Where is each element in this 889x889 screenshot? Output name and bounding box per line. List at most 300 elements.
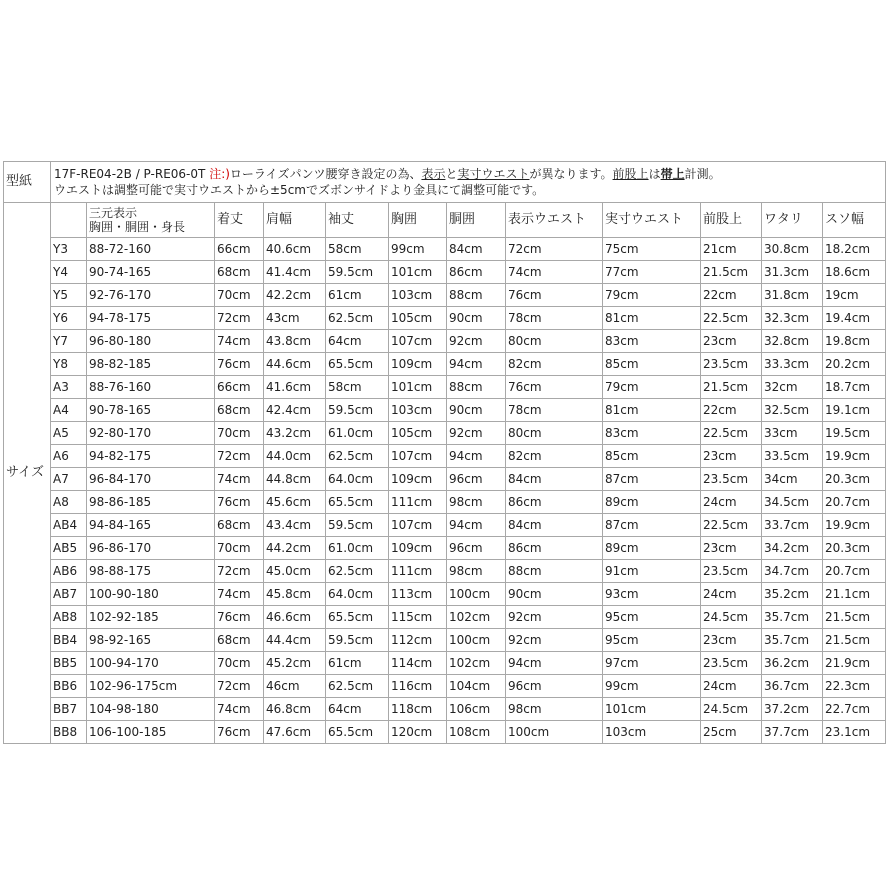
table-cell: 85cm	[603, 445, 701, 468]
table-cell: 74cm	[215, 330, 264, 353]
table-cell: 65.5cm	[326, 606, 389, 629]
table-cell: 58cm	[326, 238, 389, 261]
table-cell: 70cm	[215, 284, 264, 307]
table-cell: 102-96-175cm	[87, 675, 215, 698]
table-cell: 81cm	[603, 307, 701, 330]
table-row	[4, 284, 886, 307]
table-cell: 19cm	[823, 284, 886, 307]
table-cell: 31.3cm	[762, 261, 823, 284]
table-cell: 33cm	[762, 422, 823, 445]
table-cell: 35.7cm	[762, 606, 823, 629]
table-cell: 91cm	[603, 560, 701, 583]
header-blank	[51, 203, 87, 238]
header-cell: ワタリ	[762, 203, 823, 238]
table-cell: 70cm	[215, 537, 264, 560]
table-cell: 74cm	[215, 698, 264, 721]
table-row	[4, 514, 886, 537]
size-code: A8	[51, 491, 87, 514]
size-code: Y3	[51, 238, 87, 261]
table-cell: 90-74-165	[87, 261, 215, 284]
table-cell: 120cm	[389, 721, 447, 744]
table-row	[4, 491, 886, 514]
table-cell: 21.5cm	[823, 606, 886, 629]
size-code: Y7	[51, 330, 87, 353]
size-code: Y5	[51, 284, 87, 307]
table-cell: 84cm	[506, 468, 603, 491]
table-cell: 32.8cm	[762, 330, 823, 353]
table-cell: 92cm	[447, 330, 506, 353]
table-cell: 59.5cm	[326, 261, 389, 284]
table-cell: 92-76-170	[87, 284, 215, 307]
table-cell: 34.5cm	[762, 491, 823, 514]
table-cell: 92cm	[506, 629, 603, 652]
size-code: AB5	[51, 537, 87, 560]
table-cell: 68cm	[215, 629, 264, 652]
pattern-note: 17F-RE04-2B / P-RE06-0T 注:)ローライズパンツ腰穿き設定の為、表示と実寸ウエストが異なります。前股上は帯上計測。 ウエストは調整可能で実寸ウエストから±5cmでズボンサイドより金具にて調整可能です。	[51, 162, 886, 203]
size-code: BB6	[51, 675, 87, 698]
table-cell: 45.2cm	[264, 652, 326, 675]
table-cell: 90cm	[506, 583, 603, 606]
header-sanmen: 三元表示 胸囲・胴囲・身長	[87, 203, 215, 238]
table-cell: 80cm	[506, 422, 603, 445]
table-cell: 90cm	[447, 307, 506, 330]
table-cell: 95cm	[603, 629, 701, 652]
table-cell: 32.5cm	[762, 399, 823, 422]
table-cell: 74cm	[506, 261, 603, 284]
table-cell: 43cm	[264, 307, 326, 330]
table-cell: 109cm	[389, 468, 447, 491]
table-cell: 87cm	[603, 514, 701, 537]
table-cell: 37.7cm	[762, 721, 823, 744]
table-cell: 83cm	[603, 422, 701, 445]
table-cell: 97cm	[603, 652, 701, 675]
table-cell: 104cm	[447, 675, 506, 698]
table-cell: 62.5cm	[326, 560, 389, 583]
table-cell: 23.1cm	[823, 721, 886, 744]
table-cell: 94cm	[506, 652, 603, 675]
table-cell: 32cm	[762, 376, 823, 399]
table-cell: 61.0cm	[326, 537, 389, 560]
table-cell: 64cm	[326, 330, 389, 353]
table-cell: 107cm	[389, 514, 447, 537]
table-cell: 20.7cm	[823, 560, 886, 583]
table-cell: 114cm	[389, 652, 447, 675]
table-cell: 86cm	[506, 537, 603, 560]
table-cell: 64.0cm	[326, 468, 389, 491]
table-cell: 20.3cm	[823, 537, 886, 560]
table-cell: 23.5cm	[701, 468, 762, 491]
table-cell: 22cm	[701, 284, 762, 307]
table-cell: 66cm	[215, 238, 264, 261]
table-cell: 115cm	[389, 606, 447, 629]
header-cell: 表示ウエスト	[506, 203, 603, 238]
table-cell: 66cm	[215, 376, 264, 399]
size-code: A4	[51, 399, 87, 422]
table-cell: 99cm	[389, 238, 447, 261]
table-cell: 101cm	[389, 261, 447, 284]
table-cell: 59.5cm	[326, 514, 389, 537]
table-cell: 95cm	[603, 606, 701, 629]
table-cell: 62.5cm	[326, 445, 389, 468]
size-code: A7	[51, 468, 87, 491]
size-code: BB5	[51, 652, 87, 675]
table-cell: 70cm	[215, 652, 264, 675]
table-cell: 23cm	[701, 537, 762, 560]
size-code: AB7	[51, 583, 87, 606]
table-cell: 88cm	[447, 376, 506, 399]
table-cell: 96-80-180	[87, 330, 215, 353]
table-cell: 46cm	[264, 675, 326, 698]
table-cell: 84cm	[447, 238, 506, 261]
table-cell: 100-94-170	[87, 652, 215, 675]
table-cell: 22.3cm	[823, 675, 886, 698]
table-cell: 43.2cm	[264, 422, 326, 445]
table-cell: 90cm	[447, 399, 506, 422]
table-cell: 33.7cm	[762, 514, 823, 537]
table-cell: 23.5cm	[701, 560, 762, 583]
table-cell: 44.6cm	[264, 353, 326, 376]
table-cell: 76cm	[215, 353, 264, 376]
table-cell: 24cm	[701, 675, 762, 698]
table-row	[4, 238, 886, 261]
table-row	[4, 330, 886, 353]
table-cell: 44.2cm	[264, 537, 326, 560]
table-cell: 61cm	[326, 284, 389, 307]
table-cell: 35.7cm	[762, 629, 823, 652]
table-cell: 76cm	[506, 376, 603, 399]
table-cell: 107cm	[389, 445, 447, 468]
size-code: A3	[51, 376, 87, 399]
table-cell: 101cm	[603, 698, 701, 721]
table-cell: 102-92-185	[87, 606, 215, 629]
table-cell: 36.7cm	[762, 675, 823, 698]
table-cell: 31.8cm	[762, 284, 823, 307]
table-cell: 78cm	[506, 307, 603, 330]
table-cell: 19.1cm	[823, 399, 886, 422]
table-cell: 92cm	[447, 422, 506, 445]
table-cell: 106cm	[447, 698, 506, 721]
table-cell: 46.6cm	[264, 606, 326, 629]
table-cell: 22.5cm	[701, 514, 762, 537]
size-code: AB4	[51, 514, 87, 537]
table-row	[4, 399, 886, 422]
table-cell: 94cm	[447, 445, 506, 468]
table-cell: 21.1cm	[823, 583, 886, 606]
table-cell: 32.3cm	[762, 307, 823, 330]
table-row	[4, 560, 886, 583]
table-cell: 23.5cm	[701, 353, 762, 376]
size-code: Y4	[51, 261, 87, 284]
size-code: A6	[51, 445, 87, 468]
table-cell: 21.5cm	[823, 629, 886, 652]
table-cell: 23cm	[701, 445, 762, 468]
table-cell: 78cm	[506, 399, 603, 422]
table-cell: 92-80-170	[87, 422, 215, 445]
table-cell: 21.5cm	[701, 261, 762, 284]
table-cell: 82cm	[506, 445, 603, 468]
table-cell: 33.5cm	[762, 445, 823, 468]
table-cell: 22.5cm	[701, 422, 762, 445]
header-cell: 肩幅	[264, 203, 326, 238]
table-cell: 18.7cm	[823, 376, 886, 399]
table-cell: 99cm	[603, 675, 701, 698]
table-cell: 101cm	[389, 376, 447, 399]
table-cell: 44.0cm	[264, 445, 326, 468]
table-cell: 76cm	[215, 491, 264, 514]
table-cell: 62.5cm	[326, 307, 389, 330]
model-code: 17F-RE04-2B / P-RE06-0T	[54, 167, 206, 181]
size-code: BB4	[51, 629, 87, 652]
header-cell: スソ幅	[823, 203, 886, 238]
table-cell: 87cm	[603, 468, 701, 491]
table-cell: 82cm	[506, 353, 603, 376]
size-code: BB7	[51, 698, 87, 721]
table-cell: 72cm	[215, 560, 264, 583]
table-cell: 98cm	[447, 491, 506, 514]
header-cell: 袖丈	[326, 203, 389, 238]
table-cell: 65.5cm	[326, 491, 389, 514]
table-cell: 36.2cm	[762, 652, 823, 675]
table-cell: 100cm	[447, 629, 506, 652]
table-cell: 41.6cm	[264, 376, 326, 399]
table-cell: 103cm	[603, 721, 701, 744]
table-cell: 25cm	[701, 721, 762, 744]
table-cell: 79cm	[603, 284, 701, 307]
header-cell: 胴囲	[447, 203, 506, 238]
table-cell: 79cm	[603, 376, 701, 399]
table-cell: 40.6cm	[264, 238, 326, 261]
table-cell: 108cm	[447, 721, 506, 744]
table-row	[4, 422, 886, 445]
table-cell: 64.0cm	[326, 583, 389, 606]
table-cell: 100cm	[447, 583, 506, 606]
table-cell: 72cm	[215, 307, 264, 330]
size-code: BB8	[51, 721, 87, 744]
table-cell: 94-82-175	[87, 445, 215, 468]
table-cell: 21.5cm	[701, 376, 762, 399]
table-row	[4, 537, 886, 560]
table-row	[4, 353, 886, 376]
table-cell: 94-78-175	[87, 307, 215, 330]
header-cell: 実寸ウエスト	[603, 203, 701, 238]
table-cell: 89cm	[603, 537, 701, 560]
table-cell: 94-84-165	[87, 514, 215, 537]
table-row	[4, 698, 886, 721]
table-row	[4, 652, 886, 675]
table-cell: 76cm	[506, 284, 603, 307]
header-cell: 着丈	[215, 203, 264, 238]
table-cell: 116cm	[389, 675, 447, 698]
table-cell: 37.2cm	[762, 698, 823, 721]
table-cell: 106-100-185	[87, 721, 215, 744]
table-cell: 76cm	[215, 721, 264, 744]
table-cell: 98-86-185	[87, 491, 215, 514]
table-cell: 68cm	[215, 514, 264, 537]
size-chart	[3, 161, 885, 744]
table-cell: 44.8cm	[264, 468, 326, 491]
table-cell: 96-84-170	[87, 468, 215, 491]
table-cell: 19.9cm	[823, 514, 886, 537]
table-cell: 92cm	[506, 606, 603, 629]
table-cell: 103cm	[389, 284, 447, 307]
table-row	[4, 261, 886, 284]
table-row	[4, 606, 886, 629]
table-row	[4, 583, 886, 606]
table-cell: 107cm	[389, 330, 447, 353]
table-cell: 72cm	[506, 238, 603, 261]
table-cell: 81cm	[603, 399, 701, 422]
size-label: サイズ	[4, 203, 51, 744]
table-cell: 61cm	[326, 652, 389, 675]
table-cell: 98-88-175	[87, 560, 215, 583]
table-cell: 86cm	[506, 491, 603, 514]
table-cell: 96cm	[447, 468, 506, 491]
table-cell: 102cm	[447, 606, 506, 629]
table-cell: 65.5cm	[326, 721, 389, 744]
table-cell: 93cm	[603, 583, 701, 606]
table-cell: 109cm	[389, 537, 447, 560]
pattern-label: 型紙	[4, 162, 51, 203]
table-cell: 96-86-170	[87, 537, 215, 560]
table-cell: 96cm	[447, 537, 506, 560]
table-cell: 22cm	[701, 399, 762, 422]
table-cell: 21cm	[701, 238, 762, 261]
table-cell: 109cm	[389, 353, 447, 376]
table-cell: 20.2cm	[823, 353, 886, 376]
table-cell: 45.8cm	[264, 583, 326, 606]
table-cell: 98cm	[447, 560, 506, 583]
table-row	[4, 468, 886, 491]
table-cell: 34cm	[762, 468, 823, 491]
table-cell: 80cm	[506, 330, 603, 353]
table-cell: 35.2cm	[762, 583, 823, 606]
table-cell: 18.2cm	[823, 238, 886, 261]
table-cell: 20.7cm	[823, 491, 886, 514]
table-row	[4, 629, 886, 652]
table-cell: 84cm	[506, 514, 603, 537]
table-cell: 103cm	[389, 399, 447, 422]
table-cell: 76cm	[215, 606, 264, 629]
table-cell: 22.7cm	[823, 698, 886, 721]
table-cell: 72cm	[215, 675, 264, 698]
table-cell: 62.5cm	[326, 675, 389, 698]
table-cell: 18.6cm	[823, 261, 886, 284]
table-cell: 46.8cm	[264, 698, 326, 721]
table-cell: 44.4cm	[264, 629, 326, 652]
table-cell: 88-72-160	[87, 238, 215, 261]
table-cell: 111cm	[389, 491, 447, 514]
header-cell: 前股上	[701, 203, 762, 238]
table-row	[4, 307, 886, 330]
table-cell: 19.8cm	[823, 330, 886, 353]
table-cell: 77cm	[603, 261, 701, 284]
table-cell: 100cm	[506, 721, 603, 744]
table-cell: 90-78-165	[87, 399, 215, 422]
table-cell: 43.4cm	[264, 514, 326, 537]
table-cell: 58cm	[326, 376, 389, 399]
size-code: AB8	[51, 606, 87, 629]
table-cell: 102cm	[447, 652, 506, 675]
size-code: Y6	[51, 307, 87, 330]
table-row	[4, 721, 886, 744]
table-cell: 34.7cm	[762, 560, 823, 583]
table-cell: 118cm	[389, 698, 447, 721]
table-cell: 113cm	[389, 583, 447, 606]
table-cell: 88cm	[506, 560, 603, 583]
table-cell: 105cm	[389, 307, 447, 330]
table-cell: 89cm	[603, 491, 701, 514]
table-cell: 88-76-160	[87, 376, 215, 399]
table-cell: 112cm	[389, 629, 447, 652]
table-cell: 45.6cm	[264, 491, 326, 514]
table-cell: 61.0cm	[326, 422, 389, 445]
table-cell: 88cm	[447, 284, 506, 307]
note-line2: ウエストは調整可能で実寸ウエストから±5cmでズボンサイドより金具にて調整可能です。	[54, 183, 545, 197]
header-cell: 胸囲	[389, 203, 447, 238]
table-cell: 96cm	[506, 675, 603, 698]
table-row	[4, 445, 886, 468]
table-cell: 34.2cm	[762, 537, 823, 560]
table-cell: 104-98-180	[87, 698, 215, 721]
size-table	[3, 161, 886, 744]
table-cell: 105cm	[389, 422, 447, 445]
table-cell: 70cm	[215, 422, 264, 445]
size-code: Y8	[51, 353, 87, 376]
table-cell: 19.4cm	[823, 307, 886, 330]
table-cell: 30.8cm	[762, 238, 823, 261]
table-cell: 72cm	[215, 445, 264, 468]
size-code: A5	[51, 422, 87, 445]
table-cell: 59.5cm	[326, 629, 389, 652]
table-cell: 23cm	[701, 330, 762, 353]
table-cell: 74cm	[215, 583, 264, 606]
table-cell: 100-90-180	[87, 583, 215, 606]
table-cell: 68cm	[215, 261, 264, 284]
table-row	[4, 675, 886, 698]
pattern-row	[4, 162, 886, 203]
table-cell: 21.9cm	[823, 652, 886, 675]
table-cell: 19.9cm	[823, 445, 886, 468]
table-row	[4, 376, 886, 399]
note-prefix: 注:)	[209, 167, 230, 181]
table-cell: 94cm	[447, 353, 506, 376]
table-cell: 98cm	[506, 698, 603, 721]
table-cell: 98-92-165	[87, 629, 215, 652]
table-cell: 24.5cm	[701, 606, 762, 629]
table-cell: 42.2cm	[264, 284, 326, 307]
table-cell: 42.4cm	[264, 399, 326, 422]
table-cell: 64cm	[326, 698, 389, 721]
table-cell: 24.5cm	[701, 698, 762, 721]
table-cell: 22.5cm	[701, 307, 762, 330]
table-cell: 68cm	[215, 399, 264, 422]
size-code: AB6	[51, 560, 87, 583]
table-cell: 65.5cm	[326, 353, 389, 376]
table-cell: 24cm	[701, 491, 762, 514]
table-cell: 23.5cm	[701, 652, 762, 675]
table-cell: 43.8cm	[264, 330, 326, 353]
table-cell: 74cm	[215, 468, 264, 491]
table-cell: 85cm	[603, 353, 701, 376]
table-cell: 41.4cm	[264, 261, 326, 284]
table-cell: 111cm	[389, 560, 447, 583]
table-cell: 23cm	[701, 629, 762, 652]
table-cell: 20.3cm	[823, 468, 886, 491]
table-cell: 45.0cm	[264, 560, 326, 583]
table-cell: 19.5cm	[823, 422, 886, 445]
table-cell: 59.5cm	[326, 399, 389, 422]
column-header-row	[4, 203, 886, 238]
